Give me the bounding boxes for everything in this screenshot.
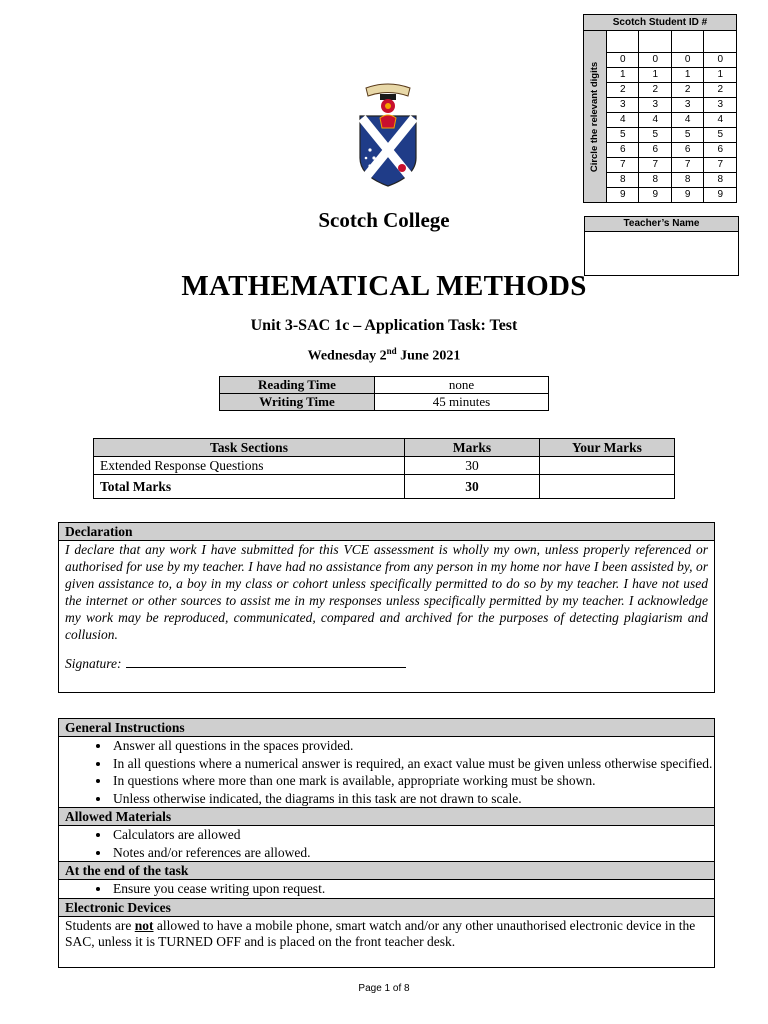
id-digit[interactable]: 9 xyxy=(607,188,639,203)
id-digit[interactable]: 2 xyxy=(639,83,671,98)
signature-row xyxy=(59,656,714,672)
id-digit[interactable]: 7 xyxy=(639,158,671,173)
id-digit[interactable]: 3 xyxy=(607,98,639,113)
total-your-marks[interactable] xyxy=(540,475,675,499)
student-id-title: Scotch Student ID # xyxy=(584,15,737,31)
writing-time-label: Writing Time xyxy=(220,394,375,411)
id-digit[interactable]: 7 xyxy=(607,158,639,173)
id-digit[interactable]: 6 xyxy=(607,143,639,158)
id-digit[interactable]: 7 xyxy=(704,158,737,173)
id-digit[interactable]: 0 xyxy=(704,53,737,68)
id-digit[interactable]: 3 xyxy=(704,98,737,113)
end-of-task-list xyxy=(59,880,714,898)
end-of-task-title: At the end of the task xyxy=(59,862,714,880)
id-digit[interactable]: 9 xyxy=(704,188,737,203)
row-your-marks[interactable] xyxy=(540,457,675,475)
id-digit[interactable]: 2 xyxy=(607,83,639,98)
id-digit[interactable]: 7 xyxy=(671,158,703,173)
id-digit[interactable]: 3 xyxy=(639,98,671,113)
reading-time-value: none xyxy=(375,377,549,394)
id-digit[interactable]: 6 xyxy=(704,143,737,158)
id-digit[interactable]: 9 xyxy=(639,188,671,203)
list-item: • Calculators are allowed xyxy=(111,826,714,844)
id-digit[interactable]: 5 xyxy=(607,128,639,143)
id-digit[interactable]: 2 xyxy=(671,83,703,98)
id-digit[interactable]: 6 xyxy=(671,143,703,158)
id-digit[interactable]: 5 xyxy=(704,128,737,143)
circle-digits-label: Circle the relevant digits xyxy=(584,31,607,203)
declaration-box xyxy=(58,522,715,693)
unit-title: Unit 3-SAC 1c – Application Task: Test xyxy=(250,317,518,334)
reading-time-label: Reading Time xyxy=(220,377,375,394)
id-digit[interactable]: 8 xyxy=(704,173,737,188)
id-digit[interactable]: 1 xyxy=(639,68,671,83)
general-instructions-title: General Instructions xyxy=(59,719,714,737)
declaration-title: Declaration xyxy=(59,523,714,541)
total-marks: 30 xyxy=(405,475,540,499)
marks-table xyxy=(93,438,675,499)
general-instructions-list xyxy=(59,737,714,807)
student-id-grid xyxy=(583,14,737,203)
col-your-marks: Your Marks xyxy=(540,439,675,457)
row-marks: 30 xyxy=(405,457,540,475)
id-digit-box[interactable] xyxy=(607,31,639,53)
list-item: • Unless otherwise indicated, the diagrams in this task are not drawn to scale. xyxy=(111,790,714,808)
id-digit[interactable]: 4 xyxy=(607,113,639,128)
id-digit-box[interactable] xyxy=(704,31,737,53)
signature-line[interactable] xyxy=(126,657,406,668)
id-digit[interactable]: 0 xyxy=(671,53,703,68)
test-date: Wednesday 2nd June 2021 xyxy=(307,346,461,364)
list-item: • Answer all questions in the spaces provided. xyxy=(111,737,714,755)
row-label: Extended Response Questions xyxy=(94,457,405,475)
time-table xyxy=(219,376,549,411)
id-digit[interactable]: 3 xyxy=(671,98,703,113)
id-digit[interactable]: 1 xyxy=(704,68,737,83)
id-digit[interactable]: 0 xyxy=(639,53,671,68)
id-digit[interactable]: 6 xyxy=(639,143,671,158)
id-digit[interactable]: 5 xyxy=(639,128,671,143)
signature-label: Signature: xyxy=(65,656,122,671)
id-digit[interactable]: 1 xyxy=(607,68,639,83)
electronic-devices-text: Students are not allowed to have a mobile phone, smart watch and/or any other unauthorised electronic device in the SAC, unless it is TURNED OFF and is placed on the front teacher desk. xyxy=(65,917,696,949)
id-digit[interactable]: 8 xyxy=(671,173,703,188)
total-label: Total Marks xyxy=(94,475,405,499)
col-marks: Marks xyxy=(405,439,540,457)
id-digit[interactable]: 9 xyxy=(671,188,703,203)
col-task-sections: Task Sections xyxy=(94,439,405,457)
id-digit[interactable]: 4 xyxy=(639,113,671,128)
id-digit[interactable]: 8 xyxy=(607,173,639,188)
allowed-materials-title: Allowed Materials xyxy=(59,808,714,826)
id-digit[interactable]: 8 xyxy=(639,173,671,188)
id-digit-box[interactable] xyxy=(639,31,671,53)
page-number: Page 1 of 8 xyxy=(358,983,410,994)
id-digit[interactable]: 5 xyxy=(671,128,703,143)
list-item: • Notes and/or references are allowed. xyxy=(111,844,714,862)
electronic-devices-title: Electronic Devices xyxy=(59,899,714,917)
school-crest-logo xyxy=(352,78,424,190)
declaration-text: I declare that any work I have submitted for this VCE assessment is wholly my own, unless properly referenced or authorised for use by my teacher. I have had no assistance from any person in my home nor have I been assisted by, or given assistance to, a boy in my class or cohort unless specifically permitted to do so by my teacher. I have not used the internet or other sources to assist me in my responses unless specifically permitted by my teacher. I acknowledge my work may be reproduced, communicated, compared and archived for the purposes of detecting plagiarism and collusion. xyxy=(65,542,708,642)
teacher-name-title: Teacher’s Name xyxy=(585,217,738,232)
list-item: • Ensure you cease writing upon request. xyxy=(111,880,714,898)
instructions-box xyxy=(58,718,715,968)
school-name: Scotch College xyxy=(318,208,450,232)
writing-time-value: 45 minutes xyxy=(375,394,549,411)
id-digit-box[interactable] xyxy=(671,31,703,53)
list-item: • In all questions where a numerical answer is required, an exact value must be given unless otherwise specified. xyxy=(111,755,714,773)
id-digit[interactable]: 4 xyxy=(671,113,703,128)
id-digit[interactable]: 4 xyxy=(704,113,737,128)
allowed-materials-list xyxy=(59,826,714,861)
id-digit[interactable]: 2 xyxy=(704,83,737,98)
list-item: • In questions where more than one mark is available, appropriate working must be shown. xyxy=(111,772,714,790)
subject-title: MATHEMATICAL METHODS xyxy=(181,270,587,302)
id-digit[interactable]: 1 xyxy=(671,68,703,83)
id-digit[interactable]: 0 xyxy=(607,53,639,68)
